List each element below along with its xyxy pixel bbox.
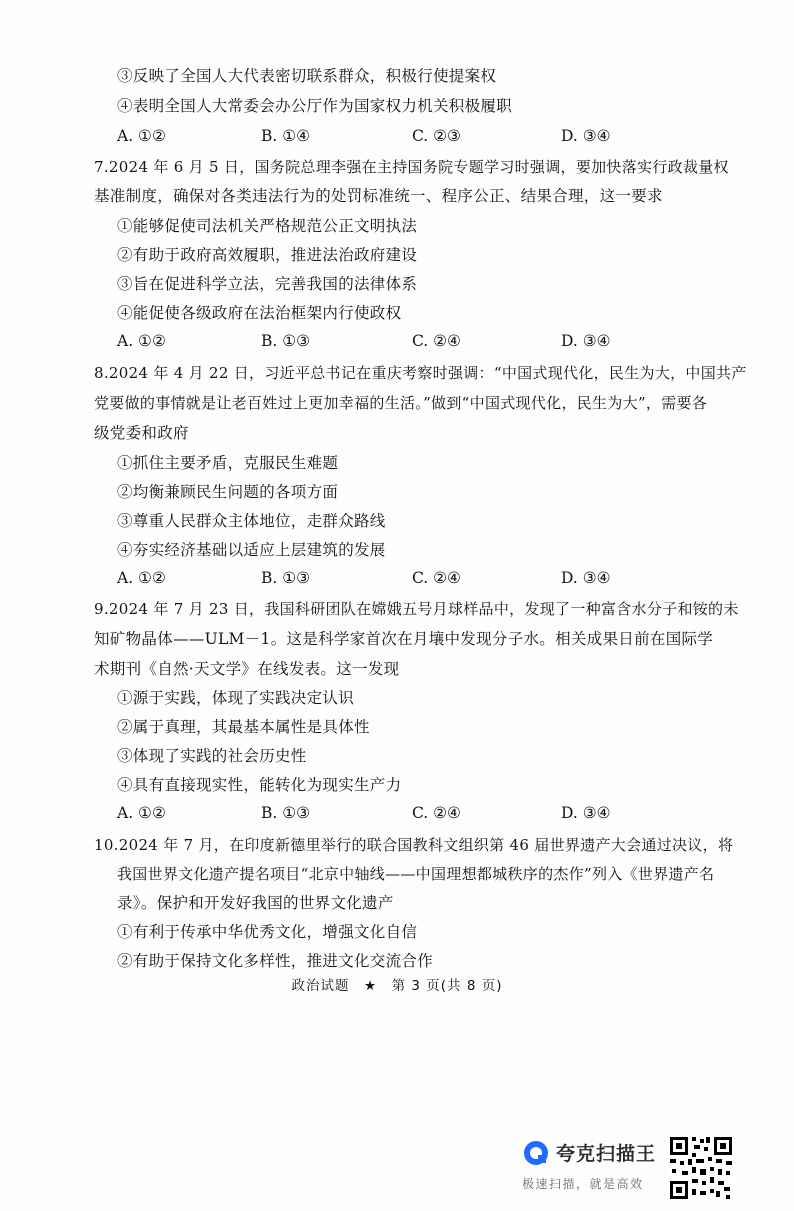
option-a: A. ①② [117, 569, 166, 587]
statement-2: ②均衡兼顾民生问题的各项方面 [117, 483, 339, 501]
question-10: 10.2024 年 7 月，在印度新德里举行的联合国教科文组织第 46 届世界遗产大会通过决议，将 [94, 836, 734, 854]
brand-slogan: 极速扫描，就是高效 [522, 1177, 644, 1191]
statement-2: ②有助于政府高效履职，推进法治政府建设 [117, 246, 418, 264]
option-c: C. ②④ [412, 804, 461, 822]
text-line: 基准制度，确保对各类违法行为的处罚标准统一、程序公正、结果合理，这一要求 [94, 187, 663, 205]
option-d: D. ③④ [561, 569, 611, 587]
text-line: ③反映了全国人大代表密切联系群众，积极行使提案权 [117, 67, 497, 85]
text-line: 党要做的事情就是让老百姓过上更加幸福的生活。”做到“中国式现代化，民生为大”，需要各 [94, 394, 708, 412]
option-b: B. ①③ [261, 804, 311, 822]
statement-3: ③旨在促进科学立法，完善我国的法律体系 [117, 275, 418, 293]
page-footer: 政治试题 ★ 第 3 页(共 8 页) [291, 978, 503, 994]
option-b: B. ①③ [261, 332, 311, 350]
question-8: 8.2024 年 4 月 22 日，习近平总书记在重庆考察时强调：“中国式现代化，民生为大，中国共产 [94, 364, 747, 382]
statement-3: ③体现了实践的社会历史性 [117, 747, 307, 765]
option-c: C. ②③ [412, 127, 461, 145]
statement-4: ④具有直接现实性，能转化为现实生产力 [117, 776, 402, 794]
text-line: 术期刊《自然·天文学》在线发表。这一发现 [94, 660, 400, 678]
scanner-watermark [522, 1137, 672, 1197]
option-a: A. ①② [117, 127, 166, 145]
statement-1: ①抓住主要矛盾，克服民生难题 [117, 454, 339, 472]
statement-2: ②有助于保持文化多样性，推进文化交流合作 [117, 952, 434, 970]
question-7: 7.2024 年 6 月 5 日，国务院总理李强在主持国务院专题学习时强调，要加快落实行政裁量权 [94, 158, 729, 176]
statement-4: ④能促使各级政府在法治框架内行使政权 [117, 304, 402, 322]
option-a: A. ①② [117, 804, 166, 822]
statement-1: ①能够促使司法机关严格规范公正文明执法 [117, 217, 418, 235]
option-d: D. ③④ [561, 127, 611, 145]
text-line: 我国世界文化遗产提名项目“北京中轴线——中国理想都城秩序的杰作”列入《世界遗产名 [117, 865, 715, 883]
quark-logo-icon [522, 1139, 550, 1167]
statement-1: ①源于实践，体现了实践决定认识 [117, 689, 355, 707]
option-c: C. ②④ [412, 569, 461, 587]
statement-4: ④夯实经济基础以适应上层建筑的发展 [117, 541, 386, 559]
text-line: 知矿物晶体——ULM－1。这是科学家首次在月壤中发现分子水。相关成果日前在国际学 [94, 630, 714, 648]
option-a: A. ①② [117, 332, 166, 350]
option-c: C. ②④ [412, 332, 461, 350]
text-line: ④表明全国人大常委会办公厅作为国家权力机关积极履职 [117, 97, 513, 115]
option-b: B. ①③ [261, 569, 311, 587]
option-d: D. ③④ [561, 804, 611, 822]
statement-1: ①有利于传承中华优秀文化，增强文化自信 [117, 923, 418, 941]
qr-code-icon [668, 1135, 734, 1201]
statement-2: ②属于真理，其最基本属性是具体性 [117, 718, 370, 736]
question-9: 9.2024 年 7 月 23 日，我国科研团队在嫦娥五号月球样品中，发现了一种富含水分子和铵的未 [94, 600, 739, 618]
text-line: 级党委和政府 [94, 424, 189, 442]
option-d: D. ③④ [561, 332, 611, 350]
option-b: B. ①④ [261, 127, 311, 145]
text-line: 录》。保护和开发好我国的世界文化遗产 [117, 894, 394, 912]
brand-name: 夸克扫描王 [556, 1143, 657, 1165]
statement-3: ③尊重人民群众主体地位，走群众路线 [117, 512, 386, 530]
